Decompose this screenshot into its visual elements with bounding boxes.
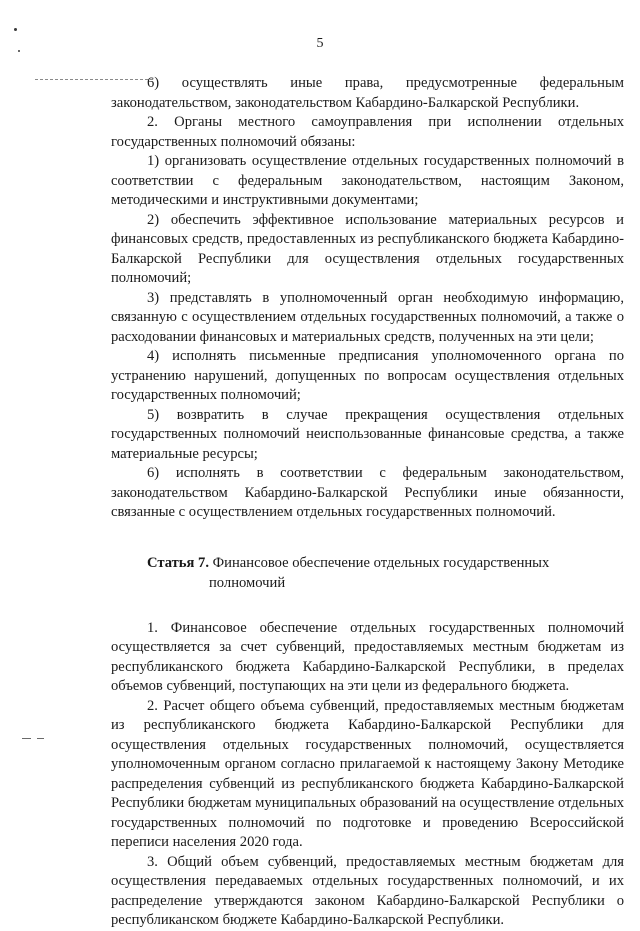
paragraph: 5) возвратить в случае прекращения осуществления отдельных государственных полномочий неиспользованные финансовые средства, а также материальные ресурсы;: [111, 406, 624, 462]
scan-speck: [14, 28, 17, 31]
paragraph: 4) исполнять письменные предписания уполномоченного органа по устранению нарушений, допущенных по вопросам осуществления отдельных государственных полномочий;: [111, 348, 624, 403]
article-heading: [147, 553, 589, 593]
paragraph: 6) исполнять в соответствии с федеральным законодательством, законодательством Кабардино-Балкарской Республики иные обязанности, связанные с осуществлением отдельных государственных полномочий.: [111, 465, 624, 520]
page-number: 5: [316, 36, 324, 51]
article-title: Финансовое обеспечение отдельных государственных полномочий: [209, 554, 550, 591]
paragraph: 3) представлять в уполномоченный орган необходимую информацию, связанную с осуществлением отдельных государственных полномочий, а также о расходовании финансовых и материальных средств, полученных на эти цели;: [111, 289, 624, 345]
paragraph: 6) осуществлять иные права, предусмотренные федеральным законодательством, законодательством Кабардино-Балкарской Республики.: [111, 75, 624, 111]
paragraph: 2) обеспечить эффективное использование материальных ресурсов и финансовых средств, предоставленных из республиканского бюджета Кабардино-Балкарской Республики для осуществления отдельных государственных полномочий;: [111, 211, 624, 286]
paragraph: 2. Органы местного самоуправления при исполнении отдельных государственных полномочий обязаны:: [111, 114, 624, 150]
paragraph: 1. Финансовое обеспечение отдельных государственных полномочий осуществляется за счет субвенций, предоставляемых местным бюджетам из республиканского бюджета Кабардино-Балкарской Республики, в пределах объемов субвенций, поступающих на эти цели из федерального бюджета.: [111, 619, 624, 694]
paragraph: 2. Расчет общего объема субвенций, предоставляемых местным бюджетам из республиканского бюджета Кабардино-Балкарской Республики для осуществления отдельных государственных полномочий, осуществляется уполномоченным органом согласно прилагаемой к настоящему Закону Методике распределения субвенций из республиканского бюджета Кабардино-Балкарской Республики бюджетам муниципальных образований на осуществление отдельных государственных полномочий по подготовке и проведению Всероссийской переписи населения 2020 года.: [111, 697, 624, 850]
paragraph: 1) организовать осуществление отдельных государственных полномочий в соответствии с федеральным законодательством, настоящим Законом, методическими и инструктивными документами;: [111, 153, 624, 208]
scan-mark: [22, 738, 31, 739]
document-body: [111, 74, 624, 931]
scan-mark: [37, 738, 44, 739]
article-number: Статья 7.: [147, 554, 209, 571]
paragraph: 3. Общий объем субвенций, предоставляемых местным бюджетам для осуществления передаваемых отдельных государственных полномочий, и их распределение утверждаются законом Кабардино-Балкарской Республики о республиканском бюджете Кабардино-Балкарской Республики.: [111, 853, 624, 928]
